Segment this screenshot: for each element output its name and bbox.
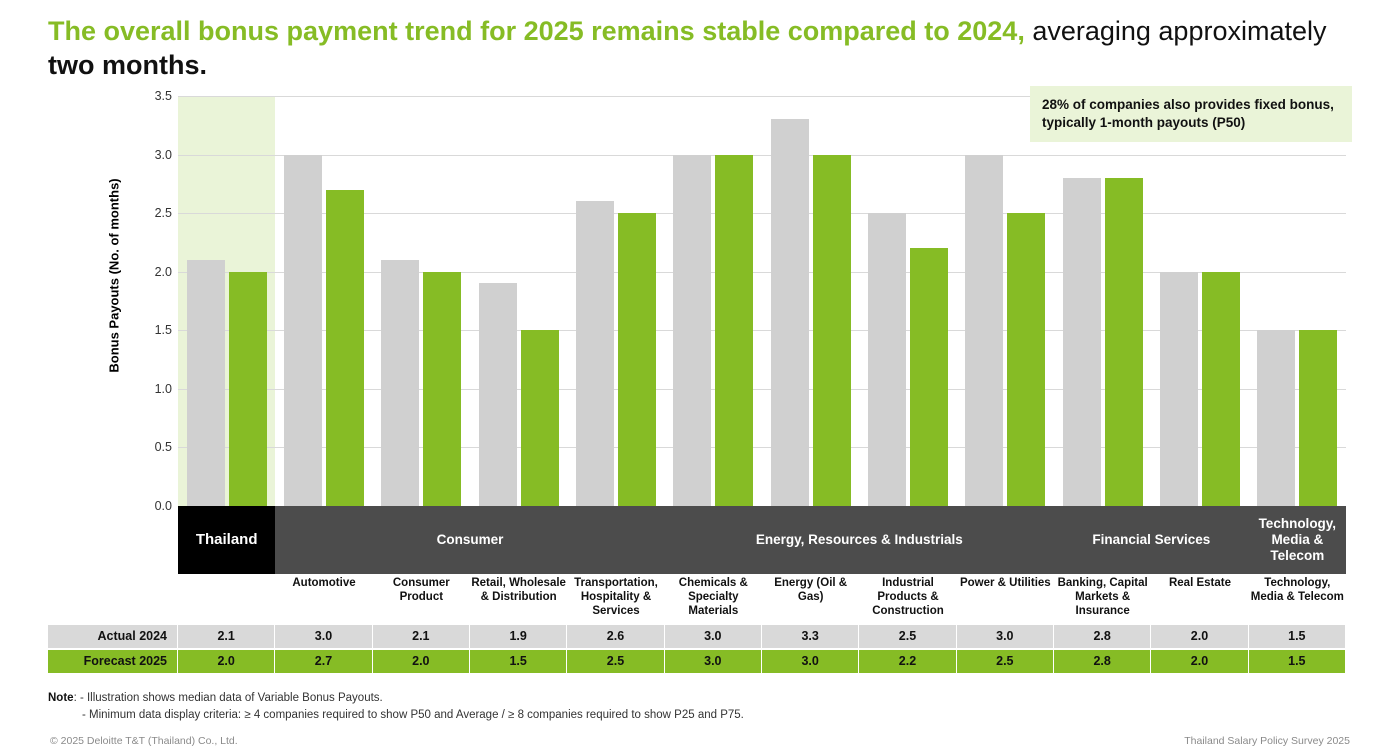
y-axis-tick-label: 1.0 xyxy=(154,381,172,396)
y-axis-tick-label: 3.0 xyxy=(154,147,172,162)
bar-forecast-2025 xyxy=(1202,272,1240,506)
table-cell: 1.9 xyxy=(470,625,567,648)
data-table xyxy=(48,625,1346,677)
bar-forecast-2025 xyxy=(326,190,364,506)
bar-actual-2024 xyxy=(576,201,614,506)
bar-forecast-2025 xyxy=(618,213,656,506)
table-cell: 2.5 xyxy=(957,650,1054,673)
bar-actual-2024 xyxy=(1257,330,1295,506)
table-row-label: Forecast 2025 xyxy=(48,650,178,673)
table-cell: 2.8 xyxy=(1054,625,1151,648)
bar-forecast-2025 xyxy=(715,155,753,506)
table-cell: 3.0 xyxy=(957,625,1054,648)
bar-actual-2024 xyxy=(381,260,419,506)
notes-prefix: Note xyxy=(48,692,74,704)
table-cell: 2.1 xyxy=(373,625,470,648)
table-cell: 3.3 xyxy=(762,625,859,648)
y-axis-tick-label: 2.0 xyxy=(154,264,172,279)
table-cell: 2.8 xyxy=(1054,650,1151,673)
y-axis-tick-label: 2.5 xyxy=(154,206,172,221)
y-axis-ticks xyxy=(128,89,172,513)
category-sublabel: Energy (Oil & Gas) xyxy=(774,577,848,603)
bar-forecast-2025 xyxy=(1299,330,1337,506)
band-cell-sector: Consumer xyxy=(275,506,664,574)
y-axis-tick-label: 1.5 xyxy=(154,323,172,338)
band-cell-sector: Financial Services xyxy=(1054,506,1249,574)
notes-line-1 xyxy=(48,690,744,707)
bar-forecast-2025 xyxy=(521,330,559,506)
bar-actual-2024 xyxy=(1063,178,1101,506)
table-cell: 2.7 xyxy=(275,650,372,673)
page-title-period: . xyxy=(199,50,207,80)
table-cell: 1.5 xyxy=(1249,650,1346,673)
notes-line-2: - Minimum data display criteria: ≥ 4 companies required to show P50 and Average / ≥ 8 companies required to show P25 and P75. xyxy=(82,709,744,721)
bar-actual-2024 xyxy=(284,155,322,506)
bar-group xyxy=(859,96,956,506)
category-sublabel: Chemicals & Specialty Materials xyxy=(678,577,748,617)
bar-group xyxy=(178,96,275,506)
table-cell: 3.0 xyxy=(665,625,762,648)
page-title xyxy=(48,14,1368,82)
bar-forecast-2025 xyxy=(813,155,851,506)
bar-actual-2024 xyxy=(187,260,225,506)
page-title-green: The overall bonus payment trend for 2025 remains stable compared to 2024, xyxy=(48,16,1025,46)
category-sublabel: Real Estate xyxy=(1168,577,1231,589)
band-cell-sector: Energy, Resources & Industrials xyxy=(665,506,1054,574)
bar-group xyxy=(373,96,470,506)
y-axis-title xyxy=(104,178,124,373)
table-row xyxy=(48,650,1346,673)
table-cell: 2.0 xyxy=(178,650,275,673)
page-title-normal: averaging approximately xyxy=(1024,16,1327,46)
bar-group xyxy=(1151,96,1248,506)
category-sublabel: Consumer Product xyxy=(392,577,450,603)
table-cell: 2.5 xyxy=(567,650,664,673)
table-cell: 2.0 xyxy=(1151,650,1248,673)
table-cell: 2.2 xyxy=(859,650,956,673)
table-cell: 2.0 xyxy=(373,650,470,673)
category-sublabel: Transportation, Hospitality & Services xyxy=(574,577,658,617)
category-sublabel: Retail, Wholesale & Distribution xyxy=(471,577,566,603)
y-axis-tick-label: 0.0 xyxy=(154,499,172,513)
table-cell: 1.5 xyxy=(470,650,567,673)
category-sublabels xyxy=(178,576,1346,628)
band-cell-sector: Technology, Media & Telecom xyxy=(1249,506,1346,574)
notes xyxy=(48,690,744,724)
bar-group xyxy=(275,96,372,506)
plot-area xyxy=(178,96,1346,506)
category-sublabel: Automotive xyxy=(292,577,356,589)
table-row-label: Actual 2024 xyxy=(48,625,178,648)
table-cell: 1.5 xyxy=(1249,625,1346,648)
bar-actual-2024 xyxy=(965,155,1003,506)
category-sublabel: Technology, Media & Telecom xyxy=(1250,577,1344,603)
table-cell: 3.0 xyxy=(665,650,762,673)
table-cell: 3.0 xyxy=(762,650,859,673)
bar-group xyxy=(1249,96,1346,506)
bar-forecast-2025 xyxy=(1007,213,1045,506)
bar-group xyxy=(762,96,859,506)
y-axis-tick-label: 3.5 xyxy=(154,89,172,103)
bar-forecast-2025 xyxy=(1105,178,1143,506)
bar-actual-2024 xyxy=(771,119,809,506)
callout-box xyxy=(1030,86,1352,142)
table-cell: 3.0 xyxy=(275,625,372,648)
bar-group xyxy=(470,96,567,506)
category-sublabel: Banking, Capital Markets & Insurance xyxy=(1057,577,1148,617)
footer-copyright: © 2025 Deloitte T&T (Thailand) Co., Ltd. xyxy=(50,735,238,747)
y-axis-title-text: Bonus Payouts (No. of months) xyxy=(106,178,122,373)
footer-survey-name: Thailand Salary Policy Survey 2025 xyxy=(1184,735,1350,747)
table-row xyxy=(48,625,1346,648)
callout-text: 28% of companies also provides fixed bonus, typically 1-month payouts (P50) xyxy=(1042,97,1334,130)
category-band xyxy=(178,506,1346,574)
table-cell: 2.6 xyxy=(567,625,664,648)
notes-line1-text: : - Illustration shows median data of Variable Bonus Payouts. xyxy=(73,692,383,704)
bar-group xyxy=(665,96,762,506)
bar-group xyxy=(567,96,664,506)
bar-group xyxy=(957,96,1054,506)
bar-actual-2024 xyxy=(673,155,711,506)
table-cell: 2.5 xyxy=(859,625,956,648)
bar-forecast-2025 xyxy=(910,248,948,506)
bar-forecast-2025 xyxy=(229,272,267,506)
category-sublabel: Power & Utilities xyxy=(959,577,1051,589)
table-cell: 2.0 xyxy=(1151,625,1248,648)
band-cell-thailand: Thailand xyxy=(178,506,275,574)
bar-actual-2024 xyxy=(1160,272,1198,506)
page-title-bold: two months xyxy=(48,50,200,80)
bar-actual-2024 xyxy=(868,213,906,506)
bar-forecast-2025 xyxy=(423,272,461,506)
table-cell: 2.1 xyxy=(178,625,275,648)
bar-actual-2024 xyxy=(479,283,517,506)
category-sublabel: Industrial Products & Construction xyxy=(872,577,944,617)
y-axis-tick-label: 0.5 xyxy=(154,440,172,455)
bar-group xyxy=(1054,96,1151,506)
